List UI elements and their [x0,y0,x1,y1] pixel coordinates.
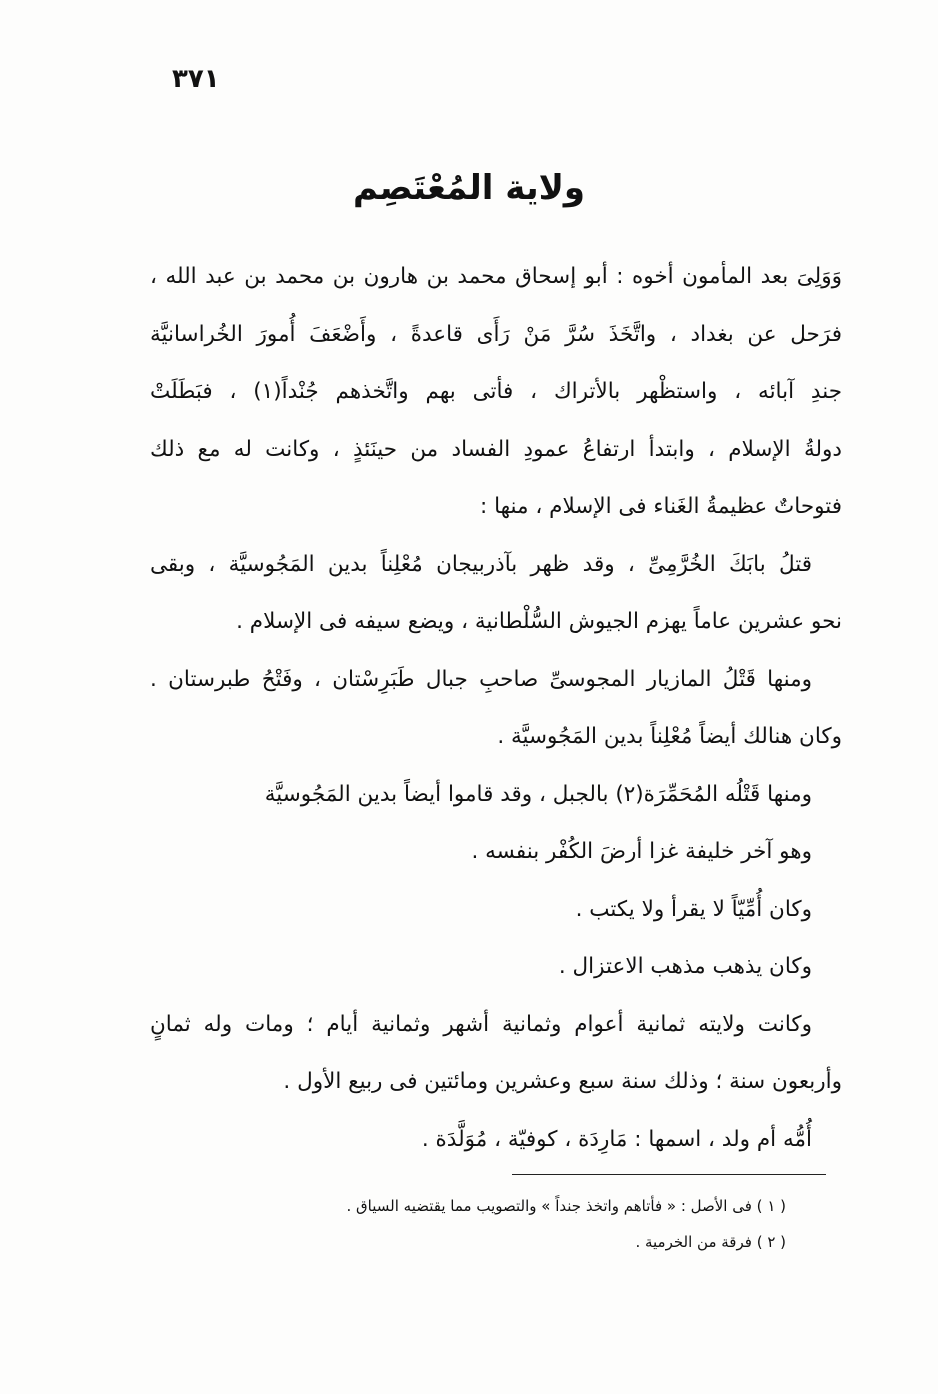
paragraph-line: ومنها قَتْلُ المازيار المجوسىِّ صاحبِ جبال طَبَرِسْتان ، وفَتْحُ طبرستان . [150,666,812,692]
paragraph-line: دولةُ الإسلام ، وابتدأ ارتفاعُ عمودِ الفساد من حينَئذٍ ، وكانت له مع ذلك [150,436,842,462]
paragraph-line: فرَحل عن بغداد ، واتَّخَذَ سُرَّ مَنْ رَأَى قاعدةً ، وأَضْعَفَ أُمورَ الخُراسانيَّة [150,321,842,347]
paragraph-line: ومنها قَتْلُه المُحَمِّرَة(٢) بالجبل ، وقد قاموا أيضاً بدين المَجُوسيَّة [264,781,812,807]
chapter-title: ولاية المُعْتَصِم [352,168,586,208]
paragraph-line: قتلُ بابَكَ الخُرَّمِىِّ ، وقد ظهر بآذربيجان مُعْلِناً بدين المَجُوسيَّة ، وبقى [150,551,812,577]
paragraph-line: وَوَلِىَ بعد المأمون أخوه : أبو إسحاق محمد بن هارون بن محمد بن عبد الله ، [150,264,842,289]
paragraph-line: أُمُّه أم ولد ، اسمها : مَارِدَة ، كوفيّة ، مُوَلَّدَة . [421,1126,812,1152]
paragraph-line: وهو آخر خليفة غزا أرضَ الكُفْر بنفسه . [471,839,812,864]
paragraph-line: وكان هنالك أيضاً مُعْلِناً بدين المَجُوسيَّة . [497,724,842,749]
footnote-divider [512,1174,826,1175]
footnotes [200,1188,786,1260]
paragraph-line: جندِ آبائه ، واستظْهر بالأتراك ، فأتى بهم واتَّخذهم جُنْداً(١) ، فبَطَلَتْ [150,379,842,404]
footnote: ( ٢ ) فرقة من الخرمية . [635,1233,786,1251]
paragraph-line: نحو عشرين عاماً يهزم الجيوش السُّلْطانية ، ويضع سيفه فى الإسلام . [236,609,842,634]
paragraph-line: وكان أُمِّيّاً لا يقرأ ولا يكتب . [575,896,812,922]
paragraph-line: وكان يذهب مذهب الاعتزال . [558,954,812,979]
paragraph-line: فتوحاتٌ عظيمةُ الغَناء فى الإسلام ، منها : [480,494,842,519]
footnote: ( ١ ) فى الأصل : « فأتاهم واتخذ جنداً » والتصويب مما يقتضيه السياق . [346,1197,786,1215]
body-text [150,248,842,1168]
paragraph-line: وكانت ولايته ثمانية أعوام وثمانية أشهر وثمانية أيام ؛ ومات وله ثمانٍ [150,1011,812,1037]
paragraph-line: وأربعون سنة ؛ وذلك سنة سبع وعشرين ومائتين فى ربيع الأول . [283,1069,842,1094]
page-number: ٣٧١ [172,64,220,94]
